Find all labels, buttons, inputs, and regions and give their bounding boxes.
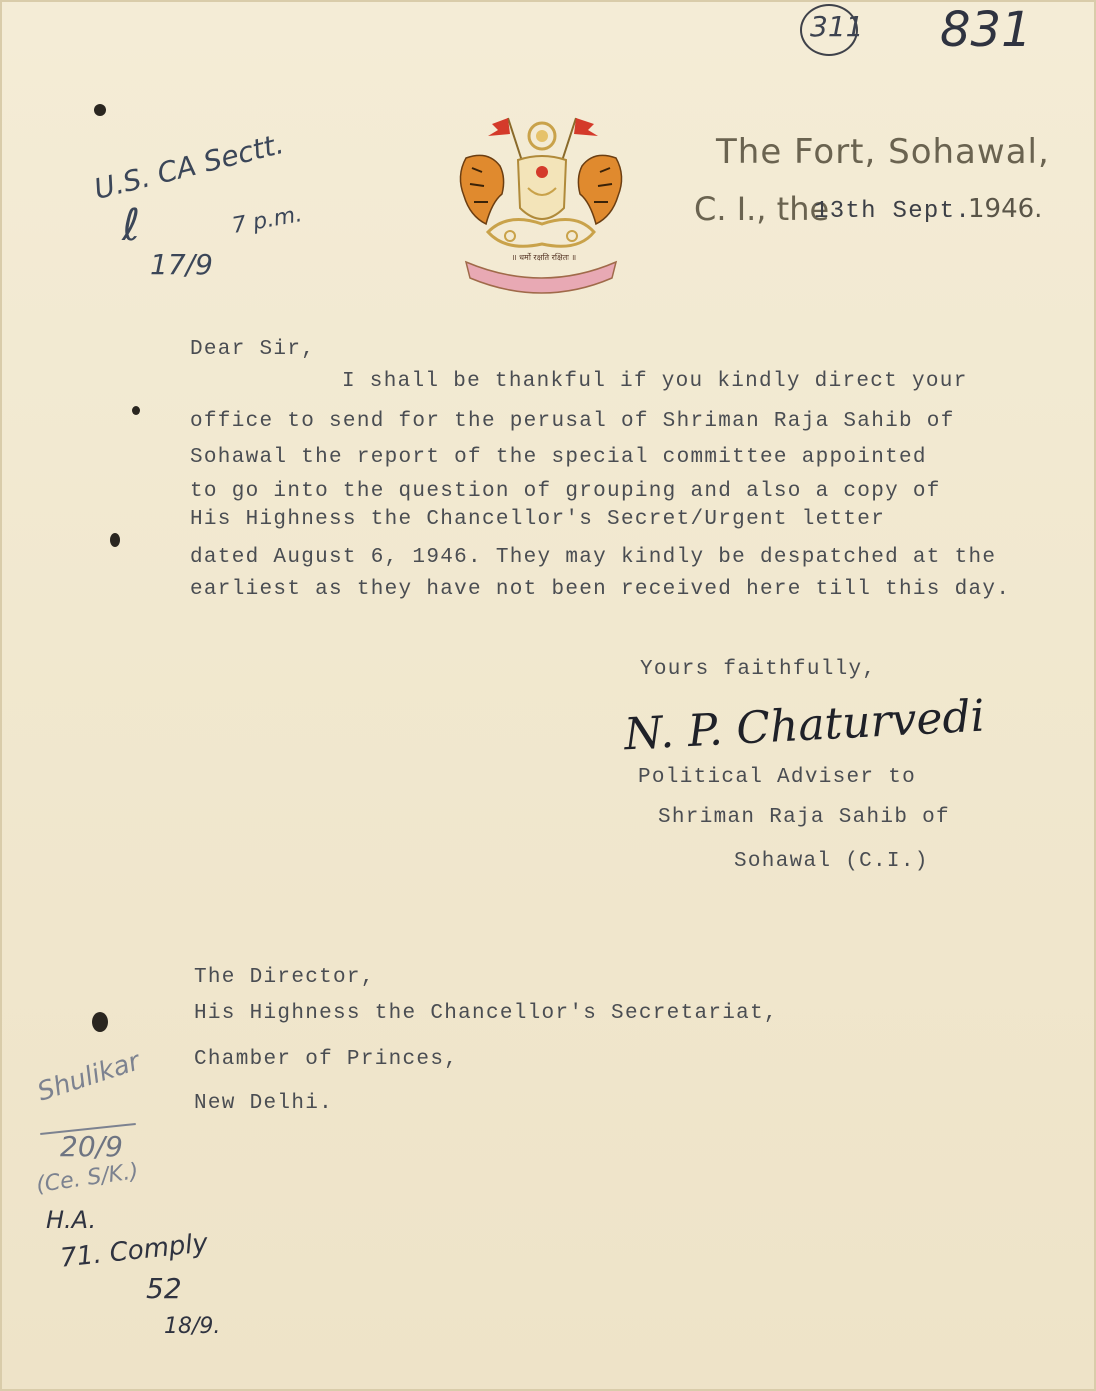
signatory-title: Political Adviser to	[638, 766, 917, 789]
handwritten-note: 52	[146, 1272, 182, 1305]
handwritten-note: 17/9	[150, 248, 213, 281]
file-number: 311	[810, 10, 864, 43]
recipient-line: New Delhi.	[194, 1092, 334, 1115]
salutation: Dear Sir,	[190, 338, 316, 361]
closing: Yours faithfully,	[640, 658, 877, 681]
crest-motto: ॥ धर्मो रक्षति रक्षितः ॥	[511, 253, 577, 262]
handwritten-initials-scribble: ℓ	[122, 200, 141, 251]
punch-hole	[94, 104, 106, 116]
signatory-title: Sohawal (C.I.)	[734, 850, 929, 873]
handwritten-note: U.S. CA Sectt.	[90, 127, 287, 206]
signature: N. P. Chaturvedi	[622, 690, 986, 761]
handwritten-number-top: 831	[940, 2, 1032, 58]
body-line: His Highness the Chancellor's Secret/Urgent letter	[190, 508, 886, 531]
handwritten-note: 18/9.	[164, 1314, 221, 1339]
handwritten-note: Shulikar	[33, 1046, 144, 1108]
letterhead-year: 1946.	[968, 194, 1043, 224]
body-line: Sohawal the report of the special committee appointed	[190, 446, 927, 469]
body-line: office to send for the perusal of Shriman Raja Sahib of	[190, 410, 955, 433]
handwritten-note: 7 p.m.	[230, 202, 305, 239]
letterhead-address: The Fort, Sohawal,	[716, 132, 1050, 172]
handwritten-note: (Ce. S/K.)	[34, 1158, 141, 1199]
letter-date: 13th Sept.	[814, 198, 972, 225]
body-line: earliest as they have not been received here till this day.	[190, 578, 1011, 601]
body-line: dated August 6, 1946. They may kindly be despatched at the	[190, 546, 997, 569]
coat-of-arms-emblem	[448, 112, 634, 296]
letterhead-date-prefix: C. I., the	[694, 190, 830, 228]
recipient-line: The Director,	[194, 966, 375, 989]
recipient-line: His Highness the Chancellor's Secretariat,	[194, 1002, 778, 1025]
punch-hole	[92, 1012, 108, 1032]
handwritten-note: 20/9	[60, 1130, 123, 1163]
punch-hole	[110, 533, 120, 547]
recipient-line: Chamber of Princes,	[194, 1048, 459, 1071]
signatory-title: Shriman Raja Sahib of	[658, 806, 950, 829]
punch-hole	[132, 406, 140, 415]
handwritten-note: 71. Comply	[58, 1228, 210, 1274]
body-line: I shall be thankful if you kindly direct your	[342, 370, 968, 393]
body-line: to go into the question of grouping and also a copy of	[190, 480, 941, 503]
handwritten-note: H.A.	[46, 1206, 97, 1234]
